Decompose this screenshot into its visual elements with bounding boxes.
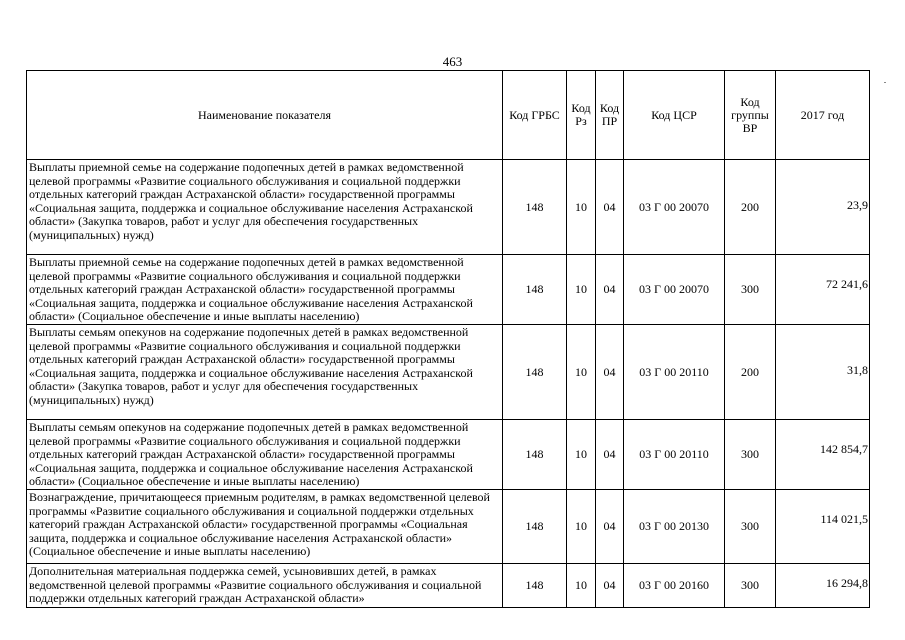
table-row [27,420,870,490]
row-amount: 16 294,8 [776,564,870,608]
row-pr: 04 [596,564,624,608]
row-rz: 10 [567,564,596,608]
header-pr: Код ПР [596,71,624,160]
header-csr: Код ЦСР [624,71,725,160]
table-row [27,325,870,420]
row-grbs: 148 [503,325,567,420]
row-rz: 10 [567,160,596,255]
row-csr: 03 Г 00 20070 [624,160,725,255]
row-vr: 200 [725,325,776,420]
header-row [27,71,870,160]
header-rz: Код Рз [567,71,596,160]
row-grbs: 148 [503,255,567,325]
header-vr: Код группы ВР [725,71,776,160]
row-csr: 03 Г 00 20070 [624,255,725,325]
row-rz: 10 [567,325,596,420]
header-year: 2017 год [776,71,870,160]
scan-mark [884,82,886,83]
row-amount: 72 241,6 [776,255,870,325]
row-csr: 03 Г 00 20110 [624,420,725,490]
row-vr: 300 [725,420,776,490]
row-name: Дополнительная материальная поддержка семей, усыновивших детей, в рамках ведомственной целевой программы «Развитие социального обслуживания и социальной поддержки отдельных категорий граждан Астраханской области» [27,564,503,608]
row-vr: 300 [725,564,776,608]
row-csr: 03 Г 00 20160 [624,564,725,608]
row-grbs: 148 [503,160,567,255]
page-number: 463 [442,54,463,69]
row-pr: 04 [596,490,624,564]
row-rz: 10 [567,255,596,325]
row-name: Выплаты приемной семье на содержание подопечных детей в рамках ведомственной целевой программы «Развитие социального обслуживания и социальной поддержки отдельных категорий граждан Астраханской области» государственной программы «Социальная защита, поддержка и социальное обслуживание населения Астраханской области» (Социальное обеспечение и иные выплаты населению) [27,255,503,325]
row-csr: 03 Г 00 20130 [624,490,725,564]
row-csr: 03 Г 00 20110 [624,325,725,420]
row-amount: 114 021,5 [776,490,870,564]
row-name: Выплаты семьям опекунов на содержание подопечных детей в рамках ведомственной целевой программы «Развитие социального обслуживания и социальной поддержки отдельных категорий граждан Астраханской области» государственной программы «Социальная защита, поддержка и социальное обслуживание населения Астраханской области» (Закупка товаров, работ и услуг для обеспечения государственных (муниципальных) нужд) [27,325,503,420]
row-amount: 31,8 [776,325,870,420]
row-name: Выплаты приемной семье на содержание подопечных детей в рамках ведомственной целевой программы «Развитие социального обслуживания и социальной поддержки отдельных категорий граждан Астраханской области» государственной программы «Социальная защита, поддержка и социальное обслуживание населения Астраханской области» (Закупка товаров, работ и услуг для обеспечения государственных (муниципальных) нужд) [27,160,503,255]
row-amount: 142 854,7 [776,420,870,490]
table-row [27,160,870,255]
row-pr: 04 [596,420,624,490]
row-vr: 300 [725,255,776,325]
row-pr: 04 [596,325,624,420]
row-rz: 10 [567,490,596,564]
row-grbs: 148 [503,420,567,490]
budget-table [26,70,870,608]
row-name: Вознаграждение, причитающееся приемным родителям, в рамках ведомственной целевой программы «Развитие социального обслуживания и социальной поддержки отдельных категорий граждан Астраханской области» государственной программы «Социальная защита, поддержка и социальное обслуживание населения Астраханской области» (Социальное обеспечение и иные выплаты населению) [27,490,503,564]
row-name: Выплаты семьям опекунов на содержание подопечных детей в рамках ведомственной целевой программы «Развитие социального обслуживания и социальной поддержки отдельных категорий граждан Астраханской области» государственной программы «Социальная защита, поддержка и социальное обслуживание населения Астраханской области» (Социальное обеспечение и иные выплаты населению) [27,420,503,490]
table-row [27,564,870,608]
row-rz: 10 [567,420,596,490]
header-grbs: Код ГРБС [503,71,567,160]
row-grbs: 148 [503,490,567,564]
row-pr: 04 [596,160,624,255]
table-row [27,255,870,325]
table-row [27,490,870,564]
row-vr: 200 [725,160,776,255]
row-pr: 04 [596,255,624,325]
row-grbs: 148 [503,564,567,608]
header-name: Наименование показателя [27,71,503,160]
row-amount: 23,9 [776,160,870,255]
row-vr: 300 [725,490,776,564]
